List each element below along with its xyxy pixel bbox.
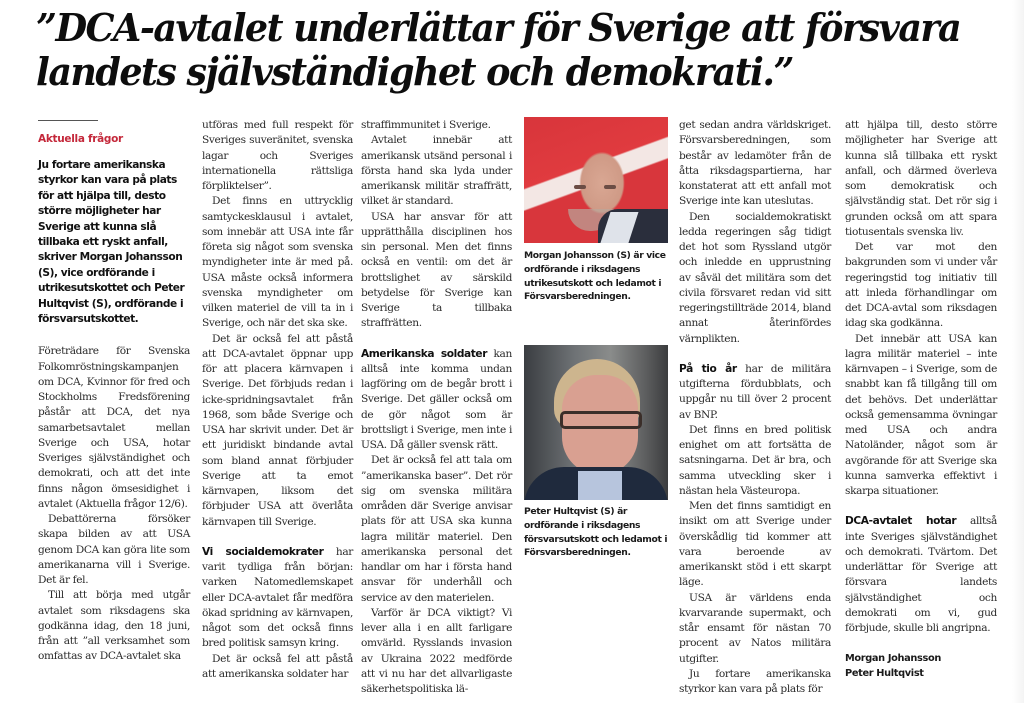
subhead-lead: Vi socialdemokrater: [202, 545, 324, 558]
paragraph: straffimmunitet i Sverige.: [361, 119, 491, 131]
paragraph: [202, 545, 353, 652]
subhead-lead: Amerikanska soldater: [361, 347, 488, 360]
paragraph: Till att börja med utgår avtalet som riksdagens ska godkänna idag, den 18 juni, från att ”all verksamhet som omfattas av DCA-avtalet ska: [38, 589, 190, 663]
paragraph: Det var mot den bakgrunden som vi under vår regeringstid tog initiativ till att inleda förhandlingar om det DCA-avtal som riksdagen idag ska godkänna.: [845, 241, 997, 330]
paragraph-text: har varit tydliga från början: varken Natomedlemskapet eller DCA-avtalet får medföra ökad spridning av kärnvapen, något som det också finns bred politisk samsyn kring.: [202, 545, 353, 650]
paragraph: Företrädare för Svenska Folkomröstningskampanjen om DCA, Kvinnor för fred och Stockholms Fredsförening påstår att DCA, det nya samarbetsavtalet mellan Sverige och USA, hotar Sveriges självständighet och demokrati, och att det inte finns någon ömsesidighet i avtalet (Aktuella frågor 12/6).: [38, 345, 190, 510]
paragraph: Den socialdemokratiskt ledda regeringen såg tidigt det hot som Ryssland utgör och inledde en upprustning av såväl det militära som det civila försvaret redan vid sitt regeringstillträde 2014, bland annat återinfördes värnplikten.: [679, 210, 831, 345]
photo-detail: [560, 411, 642, 429]
article-headline: [36, 6, 977, 94]
paragraph: Avtalet innebär att amerikansk utsänd personal i första hand ska lyda under amerikansk militär straffrätt, vilket är standard.: [361, 134, 512, 208]
headline-line-1: ”DCA-avtalet underlättar för Sverige att försvara: [36, 5, 961, 50]
paragraph: Det är också fel att påstå att DCA-avtalet öppnar upp för att placera kärnvapen i Sverige. Det förbjuds redan i icke-spridningsavtalet från 1968, som både Sverige och USA har skrivit under. Det är ett juridiskt bindande avtal som bland annat förbjuder Sverige att ta emot kärnvapen, liksom det förbjuder USA att överlåta kärnvapen till Sverige.: [202, 332, 353, 528]
paragraph: [845, 514, 997, 636]
subhead-lead: DCA-avtalet hotar: [845, 515, 957, 528]
paragraph: [361, 347, 512, 454]
paragraph-text: alltså inte Sveriges självständighet och demokrati. Tvärtom. Det underlättar för Sverige att försvara landets självständighet och demokrati om vi, gud förbjude, skulle bli angripna.: [845, 515, 997, 634]
page-edge-shadow: [1012, 0, 1024, 703]
portrait-morgan-johansson: [524, 117, 668, 243]
paragraph: USA är världens enda kvarvarande supermakt, och står ensamt för nästan 70 procent av Natos militära utgifter.: [679, 591, 831, 665]
headline-line-2: landets självständighet och demokrati.”: [36, 49, 794, 94]
article-column-1: [38, 118, 190, 665]
paragraph: USA har ansvar för att upprätthålla disciplinen hos sin personal. Men det finns också en ventil: om det är brottslighet av särskild betydelse för Sverige kan Sverige ta tillbaka straffrätten.: [361, 210, 512, 330]
author-name: Peter Hultqvist: [845, 668, 924, 680]
paragraph: Det är också fel att påstå att amerikanska soldater har: [202, 652, 353, 680]
paragraph: Det finns en uttrycklig samtyckesklausul i avtalet, som innebär att USA inte får företa sig något som svenska myndigheter inte är med på. USA måste också informera svenska myndigheter om vilken materiel de vill ta in i Sverige, och när det ska ske.: [202, 195, 353, 330]
photo-detail: [604, 185, 616, 189]
paragraph: att hjälpa till, desto större möjligheter har Sverige att kunna slå tillbaka ett ryskt anfall, och därmed överleva som demokratisk och självständig stat. Det rör sig i grunden också om att spara tiotusentals svenska liv.: [845, 119, 997, 238]
paragraph: Ju fortare amerikanska styrkor kan vara på plats för: [679, 667, 831, 695]
article-column-5: [679, 118, 831, 697]
paragraph: Det är också fel att tala om ”amerikanska baser”. Det rör sig om svenska militära områden där Sverige anvisar plats för att USA ska kunna lagra militär materiel. Den amerikanska personal det handlar om har i första hand ansvar för underhåll och service av den materielen.: [361, 454, 512, 604]
section-divider: [38, 120, 98, 121]
article-column-2: [202, 118, 353, 682]
article-column-3: [361, 118, 512, 697]
subhead-lead: På tio år: [679, 362, 737, 375]
photo-detail: [574, 185, 586, 189]
photo-detail: [578, 471, 622, 500]
paragraph: Men det finns samtidigt en insikt om att Sverige under överskådlig tid kommer att vara beroende av amerikanskt stöd i ett skarpt läge.: [679, 500, 831, 589]
paragraph: Varför är DCA viktigt? Vi lever alla i en allt farligare omvärld. Rysslands invasion av Ukraina 2022 medförde att vi nu har det allvarligaste säkerhetspolitiska lä-: [361, 606, 512, 695]
article-ingress: Ju fortare amerikanska styrkor kan vara på plats för att hjälpa till, desto större möjligheter har Sverige att kunna slå tillbaka ett ryskt anfall, skriver Morgan Johansson (S), vice ordförande i utrikesutskottet och Peter Hultqvist (S), ordförande i försvarsutskottet.: [38, 159, 185, 326]
paragraph: [679, 362, 831, 423]
section-kicker[interactable]: Aktuella frågor: [38, 133, 123, 145]
paragraph: utföras med full respekt för Sveriges suveränitet, svenska lagar och Sveriges internationella rättsliga förpliktelser”.: [202, 119, 353, 192]
author-name: Morgan Johansson: [845, 653, 942, 665]
paragraph: Det innebär att USA kan lagra militär materiel – inte kärnvapen – i Sverige, som de snabbt kan få tillgång till om det behövs. Det underlättar också gemensamma övningar med USA och andra Natoländer, något som är avgörande för att Sverige ska kunna samverka effektivt i skarpa situationer.: [845, 332, 997, 497]
paragraph: Debattörerna försöker skapa bilden av att USA genom DCA kan göra lite som amerikanarna vill i Sverige. Det är fel.: [38, 513, 190, 587]
photo-caption-2: Peter Hultqvist (S) är ordförande i riksdagens försvarsutskott och ledamot i Försvarsberedningen.: [524, 506, 668, 559]
paragraph-text: kan alltså inte komma undan lagföring om de begår brott i Sverige. Det gäller också om de gör något som är brottsligt i Sverige, men inte i USA. Då gäller svensk rätt.: [361, 347, 512, 451]
paragraph: get sedan andra världskriget. Försvarsberedningen, som består av ledamöter från de åtta riksdagspartierna, har konstaterat att ett anfall mot Sverige inte kan uteslutas.: [679, 119, 831, 208]
article-column-6: [845, 118, 997, 681]
photo-caption-1: Morgan Johansson (S) är vice ordförande i riksdagens utrikesutskott och ledamot i Försvarsberedningen.: [524, 250, 666, 303]
paragraph: Det finns en bred politisk enighet om att fortsätta de satsningarna. Det är bra, och samma utveckling sker i nästan hela Västeuropa.: [679, 423, 831, 497]
author-signature: [845, 651, 997, 681]
portrait-peter-hultqvist: [524, 345, 668, 500]
paragraph-text: har de militära utgifterna fördubblats, och uppgår nu till över 2 procent av BNP.: [679, 362, 831, 421]
